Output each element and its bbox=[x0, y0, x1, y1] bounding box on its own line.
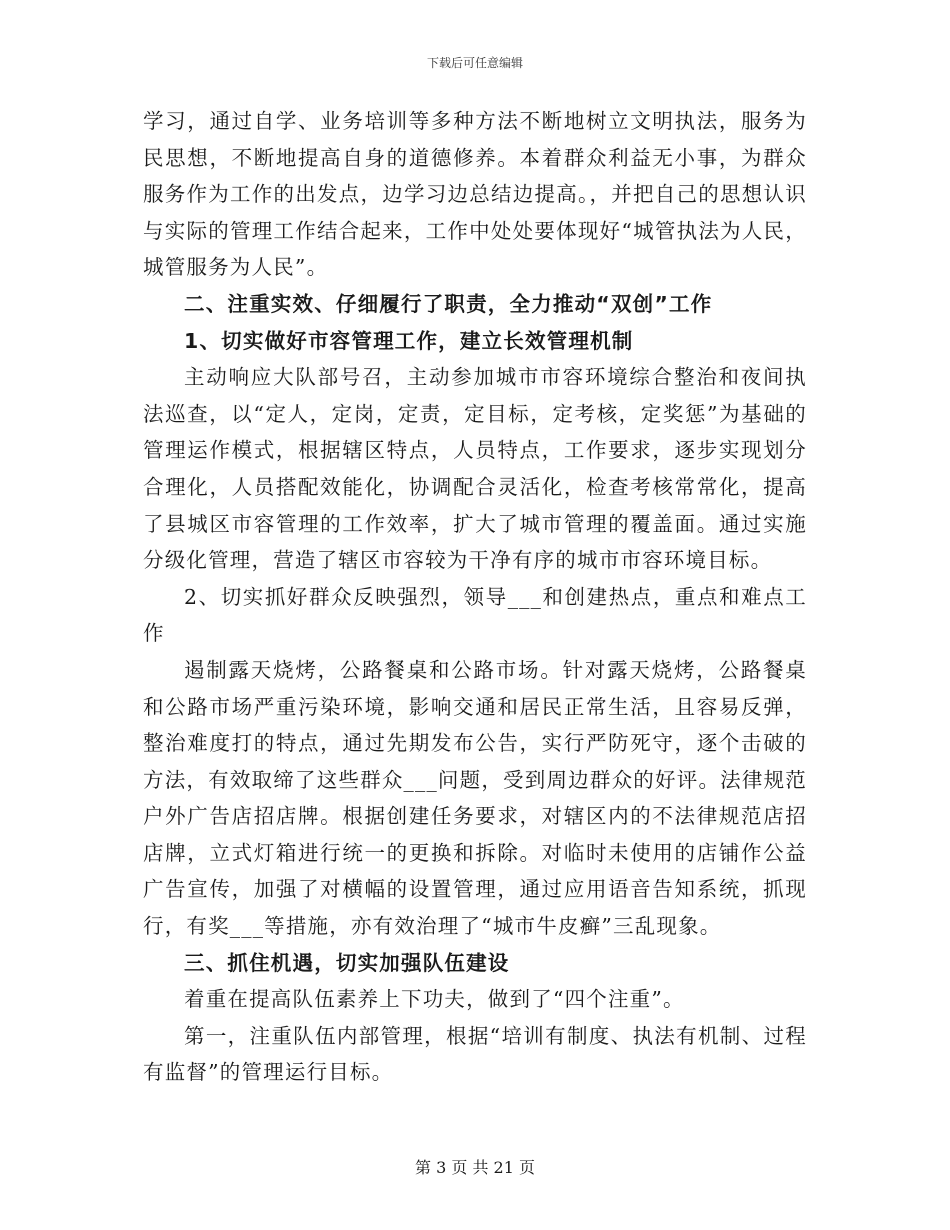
paragraph-first-point: 第一，注重队伍内部管理，根据“培训有制度、执法有机制、过程有监督”的管理运行目标。 bbox=[143, 1023, 807, 1085]
paragraph-outdoor-bbq: 遏制露天烧烤，公路餐桌和公路市场。针对露天烧烤，公路餐桌和公路市场严重污染环境，影响交通和居民正常生活，且容易反弹，整治难度打的特点，通过先期发布公告，实行严防死守，逐个击破的方法，有效取缔了这些群众___问题，受到周边群众的好评。法律规范户外广告店招店牌。根据创建任务要求，对辖区内的不法律规范店招店牌，立式灯箱进行统一的更换和拆除。对临时未使用的店铺作公益广告宣传，加强了对横幅的设置管理，通过应用语音告知系统，抓现行，有奖___等措施，亦有效治理了“城市牛皮癣”三乱现象。 bbox=[143, 657, 807, 939]
subsection-heading-2-1: 1、切实做好市容管理工作，建立长效管理机制 bbox=[184, 328, 634, 353]
paragraph-team-quality: 着重在提高队伍素养上下功夫，做到了“四个注重”。 bbox=[184, 987, 685, 1012]
page-number: 第 3 页 共 21 页 bbox=[415, 1158, 535, 1177]
subsection-heading-2-2: 2、切实抓好群众反映强烈，领导___和创建热点，重点和难点工作 bbox=[143, 584, 807, 646]
section-heading-2: 二、注重实效、仔细履行了职责，全力推动“双创”工作 bbox=[184, 291, 713, 316]
page-header: 下载后可任意编辑 bbox=[426, 56, 523, 70]
paragraph-city-appearance: 主动响应大队部号召，主动参加城市市容环境综合整治和夜间执法巡查，以“定人，定岗，定责，定目标，定考核，定奖惩”为基础的管理运作模式，根据辖区特点，人员特点，工作要求，逐步实现划分合理化，人员搭配效能化，协调配合灵活化，检查考核常常化，提高了县城区市容管理的工作效率，扩大了城市管理的覆盖面。通过实施分级化管理，营造了辖区市容较为干净有序的城市市容环境目标。 bbox=[143, 365, 807, 573]
document-body bbox=[143, 103, 807, 1091]
paragraph-continued: 学习，通过自学、业务培训等多种方法不断地树立文明执法，服务为民思想，不断地提高自身的道德修养。本着群众利益无小事，为群众服务作为工作的出发点，边学习边总结边提高。，并把自己的思想认识与实际的管理工作结合起来，工作中处处要体现好“城管执法为人民，城管服务为人民”。 bbox=[143, 109, 807, 280]
section-heading-3: 三、抓住机遇，切实加强队伍建设 bbox=[184, 950, 510, 975]
